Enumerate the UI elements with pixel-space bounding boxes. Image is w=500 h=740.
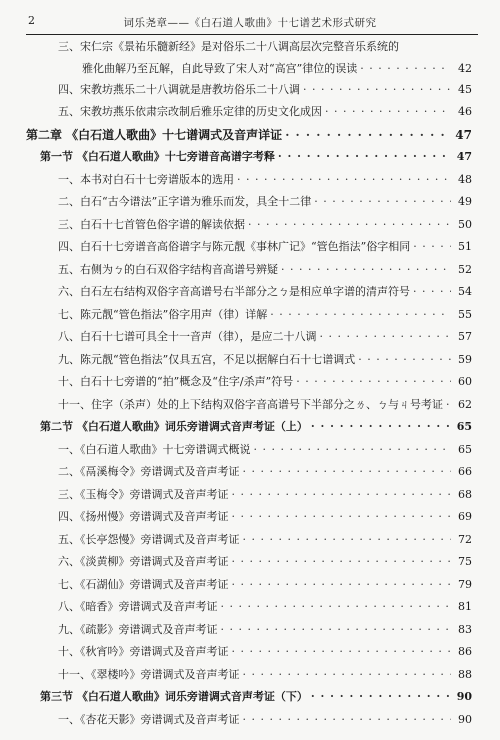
leader-dots (237, 169, 451, 192)
toc-entry-title: 九、《疏影》旁谱调式及音声考证 (58, 622, 218, 636)
leader-dots (278, 146, 451, 169)
leader-dots (325, 101, 451, 124)
leader-dots (232, 641, 452, 664)
toc-entry-title: 五、右侧为ㄅ的白石双俗字结构音高谱号辨疑 (58, 262, 278, 276)
toc-entry-page: 55 (458, 307, 472, 321)
toc-entry (0, 686, 500, 709)
toc-entry-page: 81 (458, 600, 472, 613)
toc-entry (0, 619, 500, 642)
leader-dots (232, 574, 452, 597)
toc-entry-page: 45 (458, 82, 472, 96)
toc-entry (0, 484, 500, 507)
leader-dots (413, 281, 451, 304)
toc-entry-title: 第三节 《白石道人歌曲》词乐旁谱调式音声考证（下） (40, 690, 308, 703)
toc-entry (0, 236, 500, 259)
toc-entry-title: 一、《白石道人歌曲》十七旁谱调式概说 (58, 442, 251, 456)
toc-entry-page: 51 (458, 240, 472, 253)
toc-entry-page: 88 (458, 667, 472, 681)
toc-entry-title: 三、白石十七首管色俗字谱的解读依据 (58, 217, 245, 231)
toc-entry (0, 551, 500, 574)
leader-dots (311, 416, 451, 439)
leader-dots (232, 484, 452, 507)
leader-dots (311, 686, 451, 709)
leader-dots (360, 59, 451, 79)
toc-entry (0, 79, 500, 102)
leader-dots (243, 461, 452, 484)
toc-entry (0, 214, 500, 237)
toc-entry (0, 281, 500, 304)
table-of-contents (0, 36, 500, 731)
page-number: 2 (28, 14, 35, 27)
toc-entry-page: 42 (458, 61, 472, 75)
toc-entry-page: 50 (458, 217, 472, 231)
toc-entry-title: 十一、《翠楼吟》旁谱调式及音声考证 (58, 667, 240, 681)
toc-entry-title: 四、《扬州慢》旁谱调式及音声考证 (58, 510, 229, 523)
leader-dots (303, 79, 451, 102)
toc-entry-page: 54 (458, 285, 472, 298)
leader-dots (254, 439, 452, 462)
toc-entry (0, 124, 500, 147)
running-header (0, 14, 500, 34)
toc-entry (0, 349, 500, 372)
toc-entry-page: 86 (458, 645, 472, 658)
toc-entry-title: 四、宋教坊燕乐二十八调就是唐教坊俗乐二十八调 (58, 82, 300, 96)
leader-dots (270, 304, 451, 327)
leader-dots (281, 259, 451, 282)
leader-dots (221, 596, 452, 619)
toc-entry-page: 69 (458, 510, 472, 523)
toc-entry (0, 461, 500, 484)
toc-entry-title: 九、陈元靓“管色指法”仅具五宫，不足以据解白石十七谱调式 (58, 352, 356, 366)
toc-entry-page: 72 (458, 532, 472, 546)
toc-entry-page: 49 (458, 195, 472, 208)
toc-entry (0, 641, 500, 664)
toc-entry-title: 第一节 《白石道人歌曲》十七旁谱音高谱字考释 (40, 150, 275, 163)
toc-entry (0, 304, 500, 327)
header-rule (26, 34, 478, 35)
leader-dots (314, 191, 451, 214)
toc-entry-title: 五、宋教坊燕乐依肃宗改制后雅乐定律的历史文化成因 (58, 105, 322, 118)
leader-dots (413, 236, 451, 259)
toc-entry-title: 五、《长亭怨慢》旁谱调式及音声考证 (58, 532, 240, 546)
toc-entry (0, 664, 500, 687)
toc-entry-title: 雅化曲解乃至瓦解，自此导致了宋人对“高宫”律位的误读 (82, 61, 358, 75)
leader-dots (248, 214, 451, 237)
toc-entry-title: 八、《暗香》旁谱调式及音声考证 (58, 600, 218, 613)
leader-dots (232, 551, 452, 574)
toc-entry-page: 75 (458, 555, 472, 568)
toc-entry-page: 90 (456, 690, 472, 703)
toc-entry-title: 四、白石十七旁谱音高俗谱字与陈元靓《事林广记》“管色指法”俗字相同 (58, 240, 411, 253)
leader-dots (221, 619, 452, 642)
toc-entry (0, 259, 500, 282)
toc-entry (0, 371, 500, 394)
toc-entry-title: 三、宋仁宗《景祐乐髓新经》是对俗乐二十八调高层次完整音乐系统的 (58, 40, 399, 53)
toc-entry-page: 47 (456, 150, 472, 163)
toc-entry-title: 七、陈元靓“管色指法”俗字用声（律）详解 (58, 307, 268, 321)
toc-entry (0, 326, 500, 349)
toc-entry (0, 416, 500, 439)
toc-entry-page: 62 (458, 397, 472, 411)
toc-entry-page: 66 (458, 465, 472, 478)
toc-entry-page: 79 (458, 577, 472, 591)
toc-entry-page: 68 (458, 487, 472, 501)
leader-dots (243, 664, 452, 687)
toc-entry-title: 七、《石湖仙》旁谱调式及音声考证 (58, 577, 229, 591)
toc-entry-title: 一、《杏花天影》旁谱调式及音声考证 (58, 712, 240, 726)
leader-dots (358, 349, 451, 372)
toc-entry (0, 59, 500, 79)
toc-entry (0, 506, 500, 529)
toc-entry-page: 52 (458, 262, 472, 276)
toc-entry (0, 394, 500, 417)
toc-entry-title: 一、本书对白石十七旁谱版本的选用 (58, 172, 234, 186)
toc-entry-title: 六、《淡黄柳》旁谱调式及音声考证 (58, 555, 229, 568)
leader-dots (446, 394, 451, 417)
toc-entry-page: 48 (458, 172, 472, 186)
leader-dots (243, 529, 452, 552)
toc-entry-title: 十、白石十七旁谱的“拍”概念及“住字/杀声”符号 (58, 375, 294, 388)
toc-entry (0, 439, 500, 462)
toc-entry-page: 65 (456, 420, 472, 433)
toc-entry-title: 三、《玉梅令》旁谱调式及音声考证 (58, 487, 229, 501)
toc-entry (0, 169, 500, 192)
toc-entry (0, 529, 500, 552)
toc-entry-title: 二、《鬲溪梅令》旁谱调式及音声考证 (58, 465, 240, 478)
toc-entry-page: 46 (458, 105, 472, 118)
toc-entry-title: 十、《秋宵吟》旁谱调式及音声考证 (58, 645, 229, 658)
toc-entry-title: 二、白石“古今谱法”正字谱为雅乐而发，具全十二律 (58, 195, 312, 208)
toc-entry (0, 191, 500, 214)
toc-entry-title: 八、白石十七谱可具全十一音声（律），是应二十八调 (58, 330, 317, 343)
leader-dots (285, 124, 451, 147)
toc-entry-title: 十一、住字（杀声）处的上下结构双俗字音高谱号下半部分之ㄌ、ㄅ与ㄐ号考证 (58, 397, 443, 411)
toc-entry (0, 596, 500, 619)
leader-dots (232, 506, 452, 529)
toc-entry (0, 709, 500, 732)
leader-dots (296, 371, 451, 394)
toc-entry-page: 47 (455, 127, 472, 142)
toc-entry-page: 65 (458, 442, 472, 456)
toc-entry-page: 90 (458, 712, 472, 726)
toc-entry-page: 57 (458, 330, 472, 343)
leader-dots (243, 709, 452, 732)
toc-entry-title: 第二节 《白石道人歌曲》词乐旁谱调式音声考证（上） (40, 420, 308, 433)
toc-entry (0, 146, 500, 169)
toc-entry-page: 83 (458, 622, 472, 636)
leader-dots (320, 326, 452, 349)
toc-entry (0, 101, 500, 124)
toc-entry (0, 574, 500, 597)
toc-entry-title: 六、白石左右结构双俗字音高谱号右半部分之ㄅ是相应单字谱的清声符号 (58, 285, 410, 298)
toc-entry-page: 60 (458, 375, 472, 388)
toc-entry-title: 第二章 《白石道人歌曲》十七谱调式及音声详证 (26, 127, 283, 142)
toc-entry-page: 59 (458, 352, 472, 366)
toc-entry (0, 36, 500, 59)
running-title: 词乐尧章——《白石道人歌曲》十七谱艺术形式研究 (123, 17, 377, 29)
